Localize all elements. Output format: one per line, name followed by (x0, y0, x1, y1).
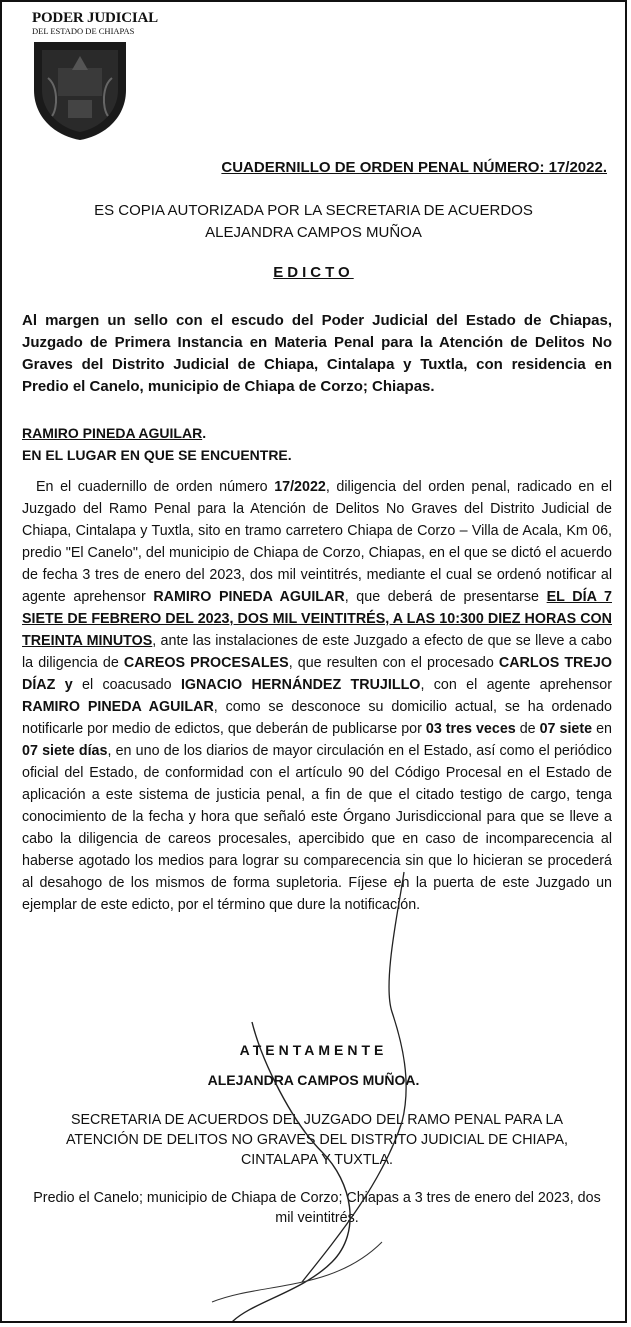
atentamente-label: ATENTAMENTE (239, 1042, 388, 1058)
body-text: , en uno de los diarios de mayor circulación en el Estado, así como el periódico oficial del Estado, de conformidad con el artículo 90 del Código Procesal en el Estado de aplicación a este sistema de justicia penal, a fin de que el citado testigo de cargo, tenga conocimiento de la fecha y hora que señaló este Órgano Jurisdiccional para que se lleve a cabo la diligencia de careos procesales, apercibido que en caso de incomparecencia al haberse agotado los medios para lograr su comparecencia sin que lo hicieran se procederá al desahogo de los mismos de forma supletoria. Fíjese en la puerta de este Juzgado un ejemplar de este edicto, por el término que dure la notificación. (22, 743, 612, 913)
body-text: , con el agente aprehensor (420, 677, 612, 693)
addressee-name: RAMIRO PINEDA AGUILAR (22, 425, 203, 441)
addressee-location: EN EL LUGAR EN QUE SE ENCUENTRE. (22, 447, 292, 463)
copy-note-line1: ES COPIA AUTORIZADA POR LA SECRETARIA DE ACUERDOS (94, 202, 533, 219)
appointment-date: EL DÍA 7 SIETE DE FEBRERO DEL 2023, DOS MIL VEINTITRÉS, A LAS 10:300 DIEZ HORAS CON TREINTA MINUTOS (22, 589, 612, 649)
body-bold: 03 tres veces (425, 721, 516, 737)
body-text: de (515, 721, 540, 737)
intro-paragraph: Al margen un sello con el escudo del Poder Judicial del Estado de Chiapas, Juzgado de Primera Instancia en Materia Penal para la Atención de Delitos No Graves del Distrito Judicial de Chiapa, Cintalapa y Tuxtla, con residencia en Predio el Canelo, municipio de Chiapa de Corzo; Chiapas. (22, 312, 612, 395)
body-bold: RAMIRO PINEDA AGUILAR (22, 699, 214, 715)
signer-role: SECRETARIA DE ACUERDOS DEL JUZGADO DEL RAMO PENAL PARA LA ATENCIÓN DE DELITOS NO GRAVES DEL DISTRITO JUDICIAL DE CHIAPA, CINTALAPA Y TUXTLA. (65, 1112, 569, 1168)
body-text: el coacusado (72, 677, 181, 693)
edicto-heading: EDICTO (273, 264, 354, 281)
body-text: , diligencia del orden penal, radicado en el Juzgado del Ramo Penal para la Atención de Delitos No Graves del Distrito Judicial de Chiapa, Cintalapa y Tuxtla, sito en tramo carretero Chiapa de Corzo – Villa de Acala, Km 06, predio "El Canelo", del municipio de Chiapa de Corzo, Chiapas, en el que se dictó el acuerdo de fecha 3 tres de enero del 2023, dos mil veintitrés, mediante el cual se ordenó notificar al agente aprehensor (22, 479, 612, 605)
body-text: , que resulten con el procesado (288, 655, 499, 671)
body-text: En el cuadernillo de orden número (36, 479, 275, 495)
body-bold: 07 siete días (22, 743, 108, 759)
body-bold: 07 siete (539, 721, 593, 737)
org-subtitle: DEL ESTADO DE CHIAPAS (32, 26, 135, 36)
case-title: CUADERNILLO DE ORDEN PENAL NÚMERO: 17/2022. (221, 159, 607, 176)
body-text: , ante las instalaciones de este Juzgado a efecto de que se lleve a cabo la diligencia de (22, 633, 612, 671)
body-text: en (592, 721, 612, 737)
body-text: , como se desconoce su domicilio actual, se ha ordenado notificarle por medio de edictos, que deberán de publicarse por (22, 699, 612, 737)
body-text: , que deberá de presentarse (344, 589, 547, 605)
copy-note-line2: ALEJANDRA CAMPOS MUÑOA (205, 224, 422, 241)
org-name: PODER JUDICIAL (32, 10, 158, 26)
signer-name: ALEJANDRA CAMPOS MUÑOA. (207, 1072, 420, 1088)
body-bold: CARLOS TREJO DÍAZ y (22, 655, 612, 693)
court-emblem (16, 10, 158, 142)
body-bold: RAMIRO PINEDA AGUILAR (153, 589, 345, 605)
body-bold: CAREOS PROCESALES (123, 655, 289, 671)
addressee-block (22, 422, 292, 466)
body-bold: 17/2022 (274, 479, 326, 495)
shield-icon (28, 38, 132, 142)
body-paragraph (22, 476, 612, 916)
place-date: Predio el Canelo; municipio de Chiapa de Corzo; Chiapas a 3 tres de enero del 2023, dos mil veintitrés. (33, 1190, 601, 1226)
body-bold: IGNACIO HERNÁNDEZ TRUJILLO (180, 677, 421, 693)
addressee-name-suffix: . (202, 425, 207, 441)
